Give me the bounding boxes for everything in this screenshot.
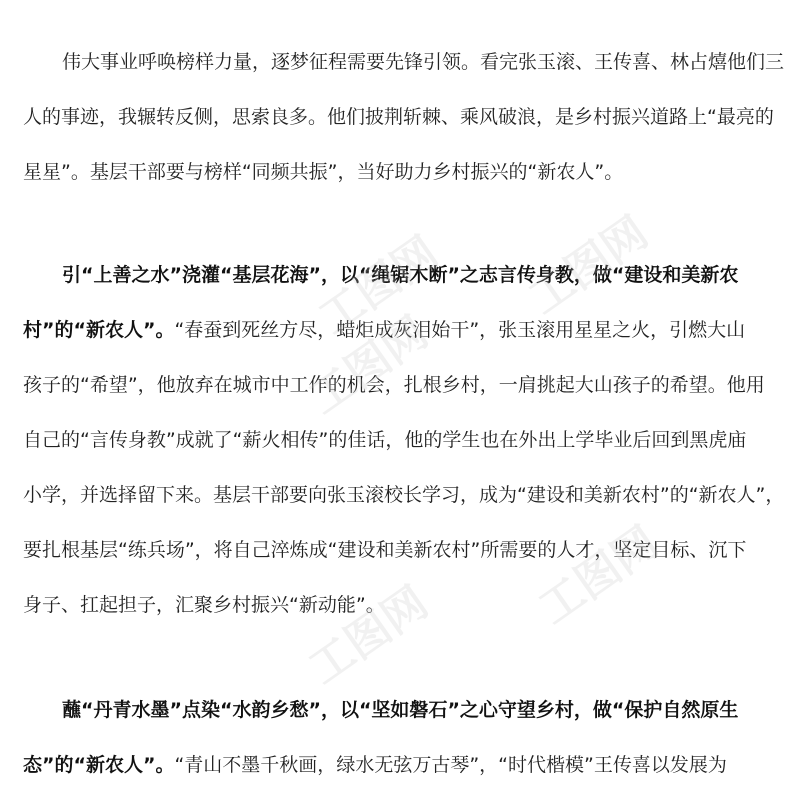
text-run: 身子、扛起担子，汇聚乡村振兴“新动能”。 [23, 594, 385, 616]
paragraph-2-line-4 [23, 427, 746, 453]
watermark: 工图网 [529, 516, 668, 635]
watermark: 工图网 [299, 576, 438, 695]
paragraph-2-line-7 [23, 592, 385, 618]
text-run: 孩子的“希望”，他放弃在城市中工作的机会，扎根乡村，一肩挑起大山孩子的希望。他用 [23, 374, 765, 396]
text-run: “春蚕到死丝方尽，蜡炬成灰泪始干”，张玉滚用星星之火，引燃大山 [174, 319, 746, 341]
text-run: 小学，并选择留下来。基层干部要向张玉滚校长学习，成为“建设和美新农村”的“新农人”， [23, 484, 785, 506]
bold-heading-run: 态”的“新农人”。 [23, 754, 175, 776]
paragraph-2-line-2 [23, 317, 745, 343]
paragraph-3-line-1 [62, 697, 738, 723]
paragraph-1-line-3 [23, 159, 623, 185]
text-run: 要扎根基层“练兵场”，将自己淬炼成“建设和美新农村”所需要的人才，坚定目标、沉下 [23, 539, 747, 561]
bold-heading-run: 蘸“丹青水墨”点染“水韵乡愁”，以“坚如磐石”之心守望乡村，做“保护自然原生 [62, 699, 739, 721]
bold-heading-run: 村”的“新农人”。 [23, 319, 175, 341]
paragraph-1-line-1 [62, 49, 784, 75]
paragraph-3-line-2 [23, 752, 727, 778]
text-run: “青山不墨千秋画，绿水无弦万古琴”，“时代楷模”王传喜以发展为 [174, 754, 727, 776]
text-run: 人的事迹，我辗转反侧，思索良多。他们披荆斩棘、乘风破浪，是乡村振兴道路上“最亮的 [23, 106, 774, 128]
text-run: 伟大事业呼唤榜样力量，逐梦征程需要先锋引领。看完张玉滚、王传喜、林占熺他们三 [62, 51, 785, 73]
paragraph-2-line-5 [23, 482, 784, 508]
paragraph-1-line-2 [23, 104, 774, 130]
watermark: 工图网 [519, 206, 658, 325]
paragraph-2-line-1 [62, 262, 738, 288]
text-run: 自己的“言传身教”成就了“薪火相传”的佳话，他的学生也在外出上学毕业后回到黑虎庙 [23, 429, 747, 451]
paragraph-2-line-6 [23, 537, 746, 563]
text-run: 星星”。基层干部要与榜样“同频共振”，当好助力乡村振兴的“新农人”。 [23, 161, 624, 183]
watermark: 工图网 [299, 306, 438, 425]
bold-heading-run: 引“上善之水”浇灌“基层花海”，以“绳锯木断”之志言传身教，做“建设和美新农 [62, 264, 739, 286]
paragraph-2-line-3 [23, 372, 765, 398]
watermark: 工图网 [309, 226, 448, 345]
